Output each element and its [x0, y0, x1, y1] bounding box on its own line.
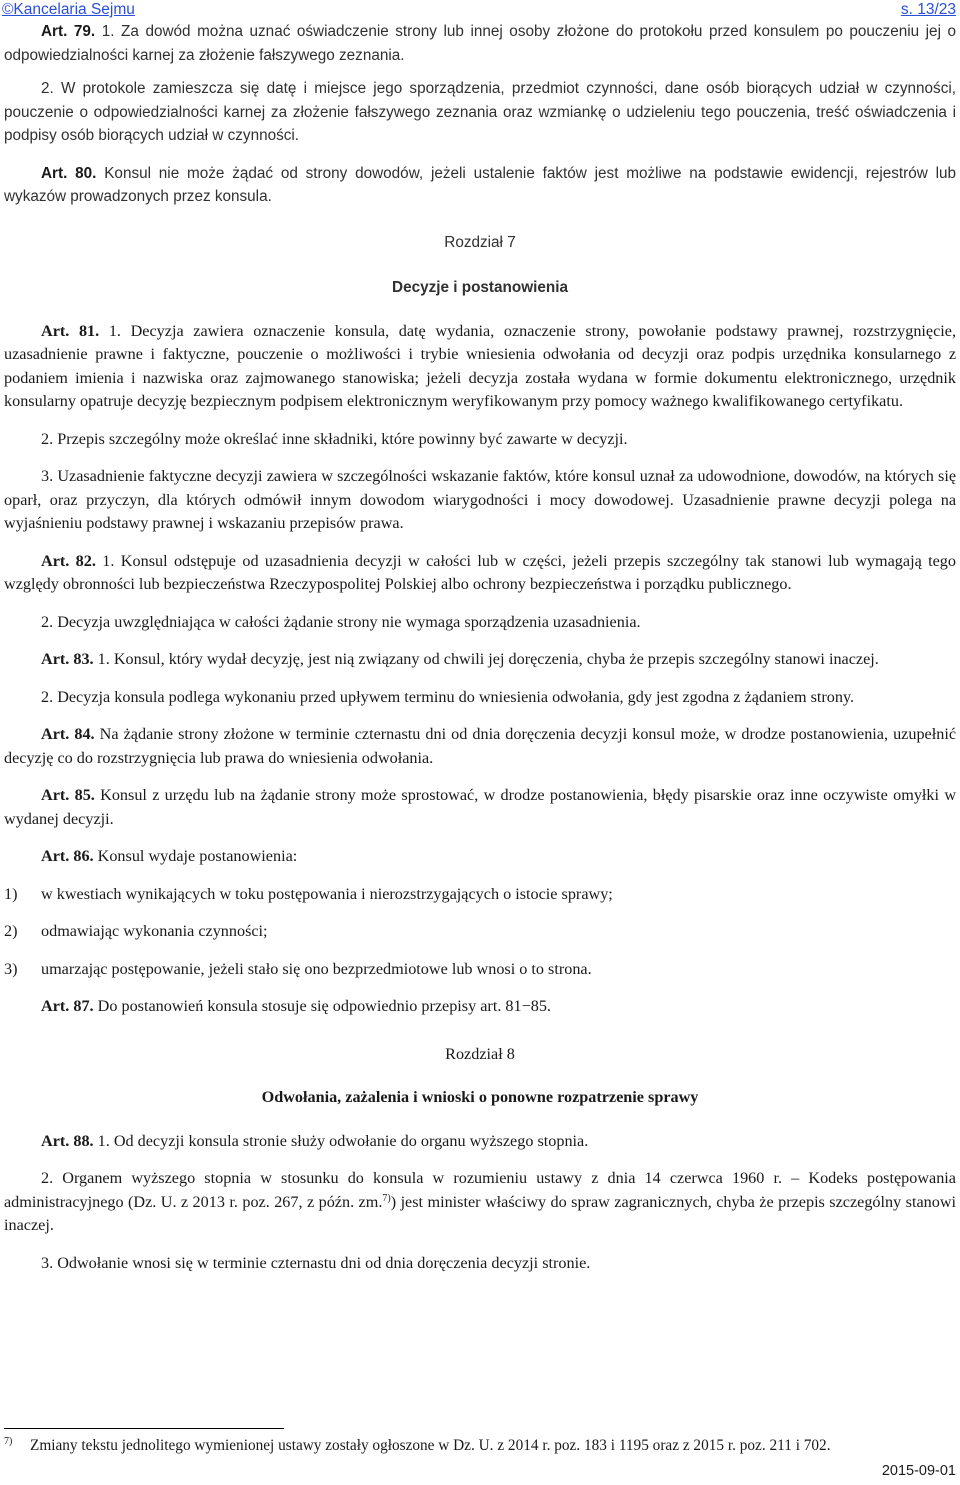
- article-label: Art. 85.: [41, 786, 95, 804]
- art82-p1: [4, 550, 956, 597]
- paragraph-number: 1.: [101, 23, 115, 40]
- art79-p2: [4, 77, 956, 148]
- article-text: Konsul z urzędu lub na żądanie strony może sprostować, w drodze postanowienia, błędy pisarskie oraz inne oczywiste omyłki w wydanej decyzji.: [4, 786, 957, 828]
- article-label: Art. 84.: [41, 725, 95, 743]
- article-label: Art. 80.: [41, 164, 97, 182]
- source-link[interactable]: ©Kancelaria Sejmu: [2, 1, 135, 18]
- list-item: [4, 958, 956, 982]
- footnote-reference[interactable]: 7): [382, 1192, 391, 1204]
- art88-p1: [4, 1130, 956, 1154]
- art81-p1: [4, 320, 956, 414]
- article-84: [4, 723, 956, 770]
- page-header: [4, 0, 956, 20]
- art81-p3: 3. Uzasadnienie faktyczne decyzji zawiera w szczególności wskazanie faktów, które konsul uznał za udowodnione, dowodów, na których się oparł, oraz przyczyn, dla których odmówił innym dowodom wiarygodności i mocy dowodowej. Uzasadnienie prawne decyzji polega na wyjaśnieniu podstawy prawnej i wskazaniu przepisów prawa.: [4, 467, 956, 532]
- article-text: Konsul wydaje postanowienia:: [97, 847, 298, 865]
- article-text: Na żądanie strony złożone w terminie czternastu dni od dnia doręczenia decyzji konsul może, w drodze postanowienia, uzupełnić decyzję co do rozstrzygnięcia lub prawa do wniesienia odwołania.: [4, 725, 957, 767]
- paragraph-text: 1. Konsul, który wydał decyzję, jest nią związany od chwili jej doręczenia, chyba że przepis szczególny stanowi inaczej.: [97, 650, 879, 668]
- paragraph-text: 1. Konsul odstępuje od uzasadnienia decyzji w całości lub w części, jeżeli przepis szczególny tak stanowi lub wymagają tego względy obronności lub bezpieczeństwa Rzeczypospolitej Polskiej albo ochrony bezpieczeństwa i porządku publicznego.: [4, 551, 956, 593]
- article-label: Art. 82.: [41, 551, 96, 570]
- list-item-number: 2): [4, 922, 18, 940]
- article-80: [4, 162, 956, 209]
- art79-p1: [4, 20, 956, 67]
- art83-p2: 2. Decyzja konsula podlega wykonaniu przed upływem terminu do wniesienia odwołania, gdy jest zgodna z żądaniem strony.: [41, 687, 855, 706]
- paragraph-text: 1. Decyzja zawiera oznaczenie konsula, datę wydania, oznaczenie strony, powołanie podstawy prawnej, rozstrzygnięcie, uzasadnienie prawne i faktyczne, pouczenie o możliwości i trybie wniesienia odwołania od decyzji oraz podpis urzędnika konsularnego z podaniem imienia i nazwiska oraz zajmowanego stanowiska; jeżeli decyzja została wydana w formie dokumentu elektronicznego, urzędnik konsularny opatruje decyzję bezpiecznym podpisem elektronicznym weryfikowanym przy pomocy ważnego kwalifikowanego certyfikatu.: [4, 321, 957, 410]
- art88-p3: 3. Odwołanie wnosi się w terminie czternastu dni od dnia doręczenia decyzji stronie.: [41, 1253, 591, 1272]
- list-item: [4, 883, 956, 907]
- page-number[interactable]: s. 13/23: [900, 1, 956, 18]
- list-item: [4, 920, 956, 944]
- article-label: Art. 83.: [41, 650, 94, 668]
- list-item-text: odmawiając wykonania czynności;: [41, 922, 268, 940]
- article-87: [4, 995, 956, 1019]
- art82-p2: 2. Decyzja uwzględniająca w całości żądanie strony nie wymaga sporządzenia uzasadnienia.: [41, 612, 641, 631]
- paragraph-text: Za dowód można uznać oświadczenie strony lub innej osoby złożone do protokołu przed konsulem po pouczeniu jej o odpowiedzialności karnej za złożenie fałszywego zeznania.: [4, 23, 957, 64]
- document-body: [4, 20, 956, 1275]
- serif-section: [4, 320, 956, 1276]
- article-79: [4, 20, 956, 300]
- article-text: Konsul nie może żądać od strony dowodów, jeżeli ustalenie faktów jest możliwe na podstawie ewidencji, rejestrów lub wykazów prowadzonych przez konsula.: [4, 164, 957, 205]
- document-page: [4, 0, 956, 1485]
- article-label: Art. 81.: [41, 321, 100, 340]
- chapter-7-title: Decyzje i postanowienia: [392, 279, 568, 296]
- article-label: Art. 86.: [41, 847, 94, 865]
- art88-p2: [4, 1167, 956, 1238]
- article-85: [4, 784, 956, 831]
- article-label: Art. 88.: [41, 1131, 94, 1150]
- footnote-mark: 7): [4, 1436, 13, 1447]
- paragraph-text: ) jest minister właściwy do spraw zagranicznych, chyba że przepis szczególny stanowi inaczej.: [4, 1192, 957, 1234]
- chapter-8-title: Odwołania, zażalenia i wnioski o ponowne rozpatrzenie sprawy: [261, 1088, 699, 1106]
- article-text: Do postanowień konsula stosuje się odpowiednio przepisy art. 81−85.: [97, 997, 551, 1015]
- article-label: Art. 87.: [41, 997, 94, 1015]
- chapter-7-number: Rozdział 7: [444, 233, 516, 251]
- paragraph-text: 2. Organem wyższego stopnia w stosunku do konsula w rozumieniu ustawy z dnia 14 czerwca 1960 r. – Kodeks postępowania administracyjnego (Dz. U. z 2013 r. poz. 267, z późn. zm.: [4, 1169, 956, 1211]
- art81-p2: 2. Przepis szczególny może określać inne składniki, które powinny być zawarte w decyzji.: [41, 429, 628, 448]
- paragraph-text: 1. Od decyzji konsula stronie służy odwołanie do organu wyższego stopnia.: [97, 1131, 589, 1150]
- document-date: 2015-09-01: [881, 1463, 956, 1479]
- footnote-text: Zmiany tekstu jednolitego wymienionej ustawy zostały ogłoszone w Dz. U. z 2014 r. poz. 183 i 1195 oraz z 2015 r. poz. 211 i 702.: [30, 1437, 831, 1454]
- art83-p1: [4, 648, 956, 672]
- article-86: [4, 845, 956, 869]
- footnote-divider: [4, 1428, 284, 1429]
- chapter-8-number: Rozdział 8: [445, 1044, 515, 1063]
- list-item-number: 1): [4, 884, 18, 903]
- article-label: Art. 79.: [41, 23, 96, 40]
- paragraph-text: W protokole zamieszcza się datę i miejsce jego sporządzenia, przedmiot czynności, dane osób biorących udział w czynności, pouczenie o odpowiedzialności karnej za złożenie fałszywego zeznania oraz wzmiankę o udzieleniu tego pouczenia, treść oświadczenia i podpisy osób biorących udział w czynności.: [4, 80, 957, 144]
- list-item-text: umarzając postępowanie, jeżeli stało się ono bezprzedmiotowe lub wnosi o to strona.: [41, 959, 592, 978]
- paragraph-number: 2.: [41, 80, 54, 97]
- list-item-number: 3): [4, 959, 18, 978]
- list-item-text: w kwestiach wynikających w toku postępowania i nierozstrzygających o istocie sprawy;: [41, 884, 613, 903]
